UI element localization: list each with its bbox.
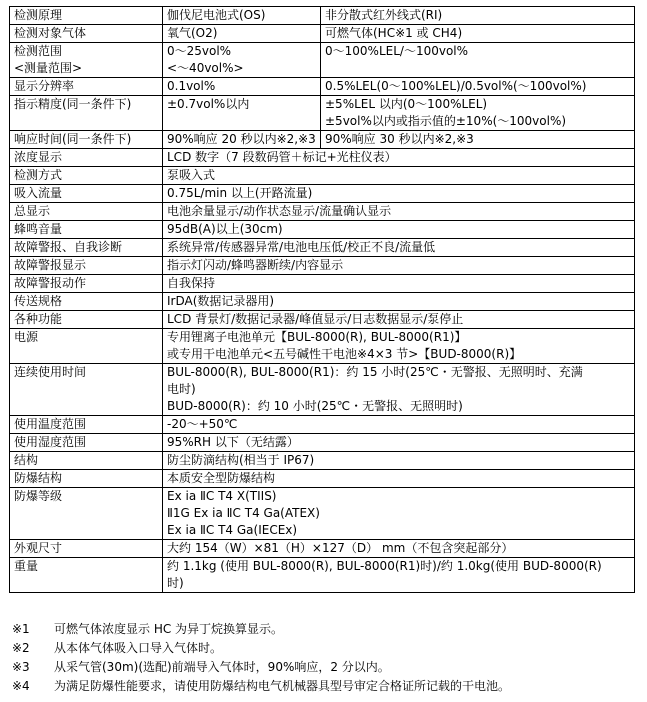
footnote-text: 从本体气体吸入口导入气体时。	[54, 641, 223, 655]
table-row	[10, 488, 635, 540]
table-row	[10, 364, 635, 416]
footnote	[12, 639, 642, 658]
table-row	[10, 293, 635, 311]
cell-line: 氧气(O2)	[167, 26, 218, 40]
table-row	[10, 25, 635, 43]
header-principle: 检测原理	[10, 7, 163, 25]
row-label: 故障警报显示	[10, 257, 163, 275]
row-label-line: 检测范围	[14, 44, 63, 58]
cell-value	[163, 275, 635, 293]
cell-line: 电时)	[167, 382, 196, 396]
footnotes	[12, 620, 642, 696]
row-label: 防爆等级	[10, 488, 163, 540]
cell-infrared	[321, 43, 635, 78]
cell-line: 约 1.1kg (使用 BUL-8000(R), BUL-8000(R1)时)/约 1.0kg(使用 BUD-8000(R)	[167, 559, 602, 573]
table-row	[10, 416, 635, 434]
row-label	[10, 25, 163, 43]
row-label: 检测方式	[10, 167, 163, 185]
cell-line: 自我保持	[167, 276, 216, 290]
footnote-text: 为满足防爆性能要求，请使用防爆结构电气机械器具型号审定合格证所记载的干电池。	[54, 679, 511, 693]
row-label: 浓度显示	[10, 149, 163, 167]
cell-line: 或专用干电池单元<五号碱性干电池※4×3 节>【BUD-8000(R)】	[167, 347, 522, 361]
cell-infrared	[321, 78, 635, 96]
cell-line: LCD 数字（7 段数码管＋标记+光柱仪表）	[167, 150, 397, 164]
table-row	[10, 452, 635, 470]
table-row	[10, 470, 635, 488]
cell-line: 电池余量显示/动作状态显示/流量确认显示	[167, 204, 392, 218]
cell-line: ±5vol%以内或指示值的±10%(～100vol%)	[325, 114, 567, 128]
table-row	[10, 434, 635, 452]
row-label: 使用温度范围	[10, 416, 163, 434]
row-label: 总显示	[10, 203, 163, 221]
cell-line: 防尘防滴结构(相当于 IP67)	[167, 453, 315, 467]
cell-galvanic	[163, 78, 321, 96]
cell-line: BUD-8000(R)：约 10 小时(25℃・无警报、无照明时)	[167, 399, 463, 413]
cell-galvanic	[163, 43, 321, 78]
cell-infrared	[321, 96, 635, 131]
table-row	[10, 239, 635, 257]
cell-line: 0～25vol%	[167, 44, 232, 58]
cell-value	[163, 167, 635, 185]
footnote-text: 可燃气体浓度显示 HC 为异丁烷换算显示。	[54, 622, 284, 636]
row-label	[10, 43, 163, 78]
cell-value	[163, 364, 635, 416]
table-row	[10, 275, 635, 293]
table-header-row	[10, 7, 635, 25]
cell-line: 90%响应 20 秒以内※2,※3	[167, 132, 316, 146]
cell-line: 系统异常/传感器异常/电池电压低/校正不良/流量低	[167, 240, 436, 254]
row-label-line: 指示精度(同一条件下)	[14, 97, 132, 111]
table-row	[10, 257, 635, 275]
cell-line: 指示灯闪动/蜂鸣器断续/内容显示	[167, 258, 344, 272]
cell-value	[163, 257, 635, 275]
row-label: 结构	[10, 452, 163, 470]
cell-line: 时)	[167, 576, 184, 590]
cell-line: Ex ia ⅡC T4 X(TIIS)	[167, 489, 277, 503]
row-label: 蜂鸣音量	[10, 221, 163, 239]
footnote	[12, 658, 642, 677]
table-row	[10, 329, 635, 364]
footnote-mark: ※2	[12, 641, 30, 655]
cell-value	[163, 221, 635, 239]
row-label-line: 检测对象气体	[14, 26, 87, 40]
cell-line: 可燃气体(HC※1 或 CH4)	[325, 26, 463, 40]
row-label: 故障警报、自我诊断	[10, 239, 163, 257]
cell-line: IrDA(数据记录器用)	[167, 294, 275, 308]
table-row	[10, 185, 635, 203]
header-galvanic: 伽伐尼电池式(OS)	[163, 7, 321, 25]
row-label	[10, 131, 163, 149]
cell-line: 0.75L/min 以上(开路流量)	[167, 186, 313, 200]
cell-value	[163, 452, 635, 470]
cell-value	[163, 185, 635, 203]
cell-line: Ex ia ⅡC T4 Ga(IECEx)	[167, 523, 298, 537]
row-label: 传送规格	[10, 293, 163, 311]
row-label: 故障警报动作	[10, 275, 163, 293]
row-label: 连续使用时间	[10, 364, 163, 416]
footnote	[12, 620, 642, 639]
cell-line: <～40vol%>	[167, 61, 244, 75]
footnote	[12, 677, 642, 696]
cell-line: 本质安全型防爆结构	[167, 471, 276, 485]
cell-value	[163, 293, 635, 311]
cell-line: 泵吸入式	[167, 168, 216, 182]
row-label: 使用湿度范围	[10, 434, 163, 452]
cell-value	[163, 239, 635, 257]
cell-line: 0.1vol%	[167, 79, 216, 93]
table-row	[10, 311, 635, 329]
row-label: 电源	[10, 329, 163, 364]
row-label: 吸入流量	[10, 185, 163, 203]
table-row	[10, 96, 635, 131]
row-label	[10, 78, 163, 96]
cell-value	[163, 203, 635, 221]
cell-line: 90%响应 30 秒以内※2,※3	[325, 132, 474, 146]
cell-line: 0～100%LEL/～100vol%	[325, 44, 469, 58]
cell-line: ±5%LEL 以内(0～100%LEL)	[325, 97, 488, 111]
header-infrared: 非分散式红外线式(RI)	[321, 7, 635, 25]
table-row	[10, 43, 635, 78]
cell-line: -20～+50℃	[167, 417, 238, 431]
cell-infrared	[321, 25, 635, 43]
row-label-line: 响应时间(同一条件下)	[14, 132, 132, 146]
row-label	[10, 96, 163, 131]
cell-line: LCD 背景灯/数据记录器/峰值显示/日志数据显示/泵停止	[167, 312, 464, 326]
cell-galvanic	[163, 131, 321, 149]
cell-infrared	[321, 131, 635, 149]
cell-line: BUL-8000(R), BUL-8000(R1)：约 15 小时(25℃・无警报、无照明时、充满	[167, 365, 583, 379]
row-label: 重量	[10, 558, 163, 593]
cell-value	[163, 434, 635, 452]
cell-galvanic	[163, 96, 321, 131]
table-row	[10, 149, 635, 167]
cell-line: ±0.7vol%以内	[167, 97, 250, 111]
cell-value	[163, 488, 635, 540]
table-row	[10, 221, 635, 239]
cell-value	[163, 416, 635, 434]
cell-line: 0.5%LEL(0～100%LEL)/0.5vol%(～100vol%)	[325, 79, 587, 93]
cell-galvanic	[163, 25, 321, 43]
cell-value	[163, 558, 635, 593]
row-label-line: 显示分辨率	[14, 79, 75, 93]
table-row	[10, 167, 635, 185]
row-label: 外观尺寸	[10, 540, 163, 558]
cell-line: 专用锂离子电池单元【BUL-8000(R), BUL-8000(R1)】	[167, 330, 467, 344]
table-row	[10, 203, 635, 221]
cell-value	[163, 149, 635, 167]
footnote-mark: ※4	[12, 679, 30, 693]
footnote-mark: ※1	[12, 622, 30, 636]
table-row	[10, 558, 635, 593]
table-row	[10, 540, 635, 558]
cell-line: 95%RH 以下（无结露）	[167, 435, 299, 449]
cell-value	[163, 329, 635, 364]
spec-table	[9, 6, 635, 593]
cell-value	[163, 540, 635, 558]
row-label-line: <测量范围>	[14, 61, 83, 75]
cell-line: Ⅱ1G Ex ia ⅡC T4 Ga(ATEX)	[167, 506, 320, 520]
row-label: 防爆结构	[10, 470, 163, 488]
footnote-text: 从采气管(30m)(选配)前端导入气体时，90%响应，2 分以内。	[54, 660, 390, 674]
cell-value	[163, 311, 635, 329]
table-row	[10, 78, 635, 96]
cell-line: 95dB(A)以上(30cm)	[167, 222, 283, 236]
cell-line: 大约 154（W）×81（H）×127（D） mm（不包含突起部分）	[167, 541, 514, 555]
table-row	[10, 131, 635, 149]
row-label: 各种功能	[10, 311, 163, 329]
cell-value	[163, 470, 635, 488]
footnote-mark: ※3	[12, 660, 30, 674]
